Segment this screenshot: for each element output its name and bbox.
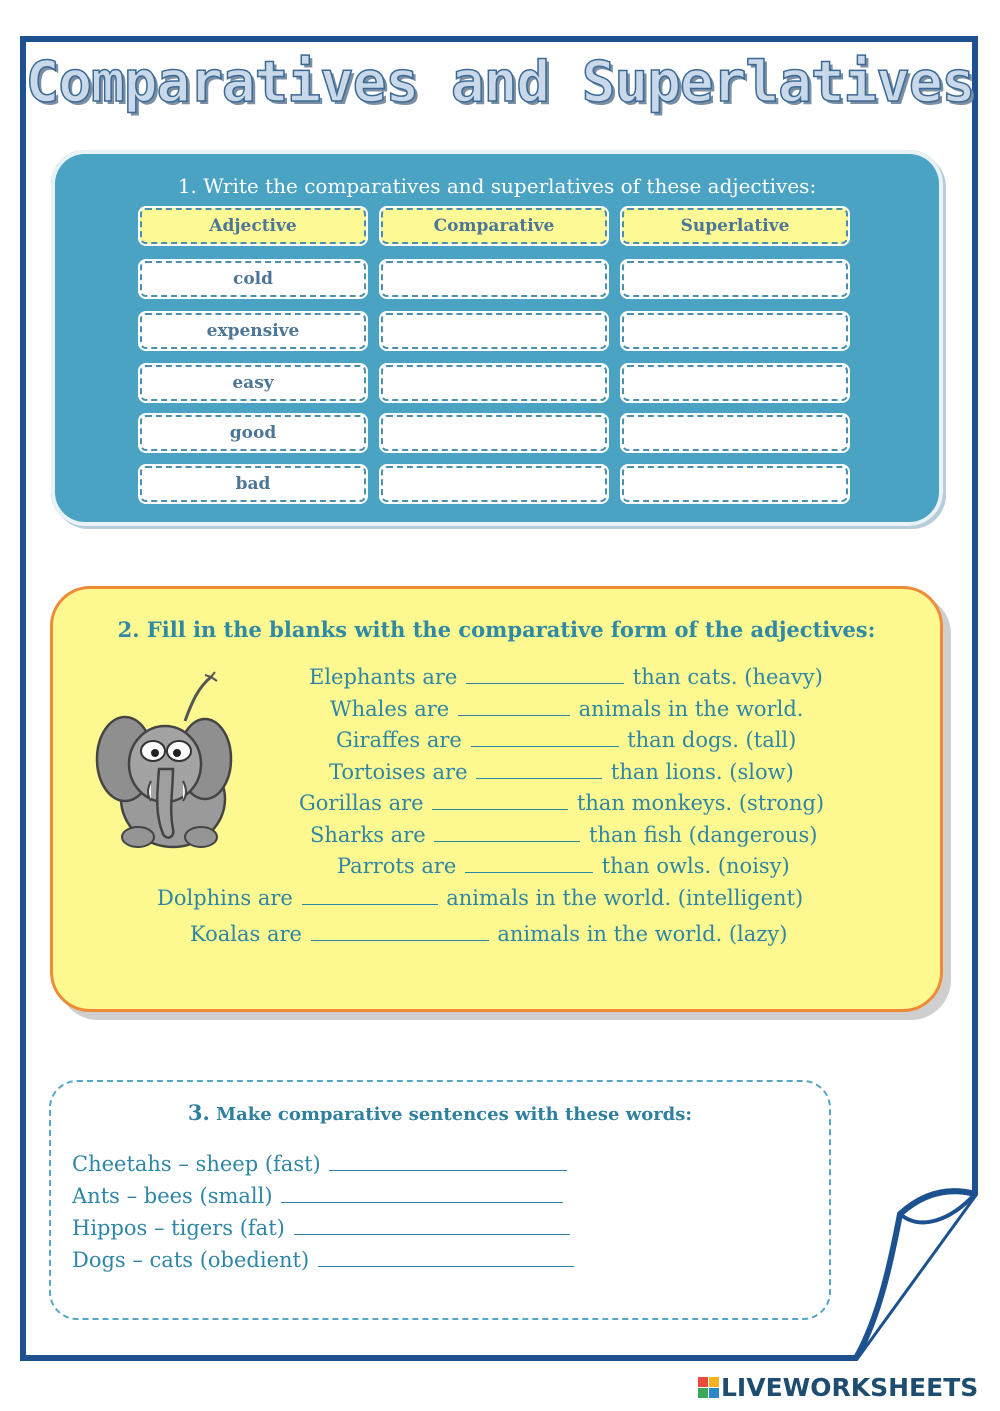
sentence-4 — [329, 760, 794, 784]
answer-blank-input[interactable] — [466, 665, 624, 684]
adjective-cell: expensive — [140, 313, 366, 349]
superlative-answer-input[interactable] — [622, 415, 848, 451]
answer-blank-input[interactable] — [302, 886, 438, 905]
comparative-answer-input[interactable] — [381, 261, 607, 297]
sentence-1 — [309, 665, 823, 689]
answer-blank-input[interactable] — [471, 728, 619, 747]
superlative-answer-input[interactable] — [622, 466, 848, 502]
liveworksheets-logo-text: LIVEWORKSHEETS — [721, 1373, 979, 1402]
section-2-fill-in-panel — [50, 586, 943, 1012]
prompt-line-4 — [72, 1248, 576, 1272]
prompt-line-3 — [72, 1216, 572, 1240]
sentence-text-after: than cats. (heavy) — [632, 665, 823, 689]
adjective-cell: bad — [140, 466, 366, 502]
answer-blank-input[interactable] — [311, 922, 489, 941]
sentence-text-after: animals in the world. (intelligent) — [446, 886, 804, 910]
sentence-8 — [157, 886, 803, 910]
answer-blank-input[interactable] — [465, 854, 593, 873]
sentence-text-before: Whales are — [330, 697, 450, 721]
comparative-answer-input[interactable] — [381, 313, 607, 349]
adjective-cell: easy — [140, 365, 366, 401]
prompt-text: Hippos – tigers (fat) — [72, 1216, 285, 1240]
prompt-line-1 — [72, 1152, 569, 1176]
sentence-text-after: than owls. (noisy) — [601, 854, 790, 878]
comparative-answer-input[interactable] — [381, 365, 607, 401]
prompt-text: Cheetahs – sheep (fast) — [72, 1152, 321, 1176]
section-1-table-panel — [51, 150, 943, 526]
answer-blank-input[interactable] — [432, 791, 568, 810]
sentence-text-after: than fish (dangerous) — [589, 823, 818, 847]
section-3-instruction-text: Make comparative sentences with these words: — [216, 1104, 693, 1125]
sentence-text-after: animals in the world. — [578, 697, 804, 721]
sentence-text-after: than dogs. (tall) — [627, 728, 797, 752]
section-3-number: 3. — [187, 1100, 210, 1125]
sentence-text-before: Tortoises are — [329, 760, 468, 784]
comparative-answer-input[interactable] — [381, 415, 607, 451]
sentence-answer-input[interactable] — [329, 1152, 567, 1171]
answer-blank-input[interactable] — [434, 823, 580, 842]
liveworksheets-logo[interactable] — [698, 1373, 978, 1402]
sentence-7 — [337, 854, 790, 878]
adjective-cell: good — [140, 415, 366, 451]
elephant-illustration — [93, 669, 243, 859]
section-3-sentences-panel — [49, 1080, 831, 1320]
sentence-text-before: Parrots are — [337, 854, 457, 878]
sentence-text-after: than lions. (slow) — [610, 760, 794, 784]
superlative-answer-input[interactable] — [622, 261, 848, 297]
sentence-answer-input[interactable] — [318, 1248, 574, 1267]
sentence-text-before: Sharks are — [310, 823, 426, 847]
superlative-answer-input[interactable] — [622, 313, 848, 349]
header-superlative: Superlative — [622, 208, 848, 244]
sentence-3 — [336, 728, 796, 752]
sentence-text-before: Giraffes are — [336, 728, 462, 752]
section-2-instruction: 2. Fill in the blanks with the comparative form of the adjectives: — [117, 617, 876, 642]
sentence-answer-input[interactable] — [294, 1216, 570, 1235]
sentence-text-after: than monkeys. (strong) — [576, 791, 825, 815]
section-3-instruction — [51, 1100, 829, 1125]
answer-blank-input[interactable] — [476, 760, 602, 779]
sentence-text-after: animals in the world. (lazy) — [497, 922, 788, 946]
sentence-2 — [330, 697, 803, 721]
header-adjective: Adjective — [140, 208, 366, 244]
comparative-answer-input[interactable] — [381, 466, 607, 502]
sentence-5 — [299, 791, 824, 815]
adjective-cell: cold — [140, 261, 366, 297]
page-title: Comparatives and Superlatives — [25, 50, 975, 115]
prompt-line-2 — [72, 1184, 565, 1208]
sentence-text-before: Koalas are — [190, 922, 302, 946]
liveworksheets-logo-icon — [698, 1377, 719, 1398]
sentence-answer-input[interactable] — [281, 1184, 563, 1203]
sentence-text-before: Dolphins are — [157, 886, 293, 910]
header-comparative: Comparative — [381, 208, 607, 244]
sentence-9 — [190, 922, 787, 946]
answer-blank-input[interactable] — [458, 697, 570, 716]
sentence-6 — [310, 823, 817, 847]
section-1-instruction: 1. Write the comparatives and superlatives of these adjectives: — [177, 174, 817, 198]
sentence-text-before: Elephants are — [309, 665, 458, 689]
superlative-answer-input[interactable] — [622, 365, 848, 401]
prompt-text: Dogs – cats (obedient) — [72, 1248, 310, 1272]
sentence-text-before: Gorillas are — [299, 791, 424, 815]
prompt-text: Ants – bees (small) — [72, 1184, 273, 1208]
